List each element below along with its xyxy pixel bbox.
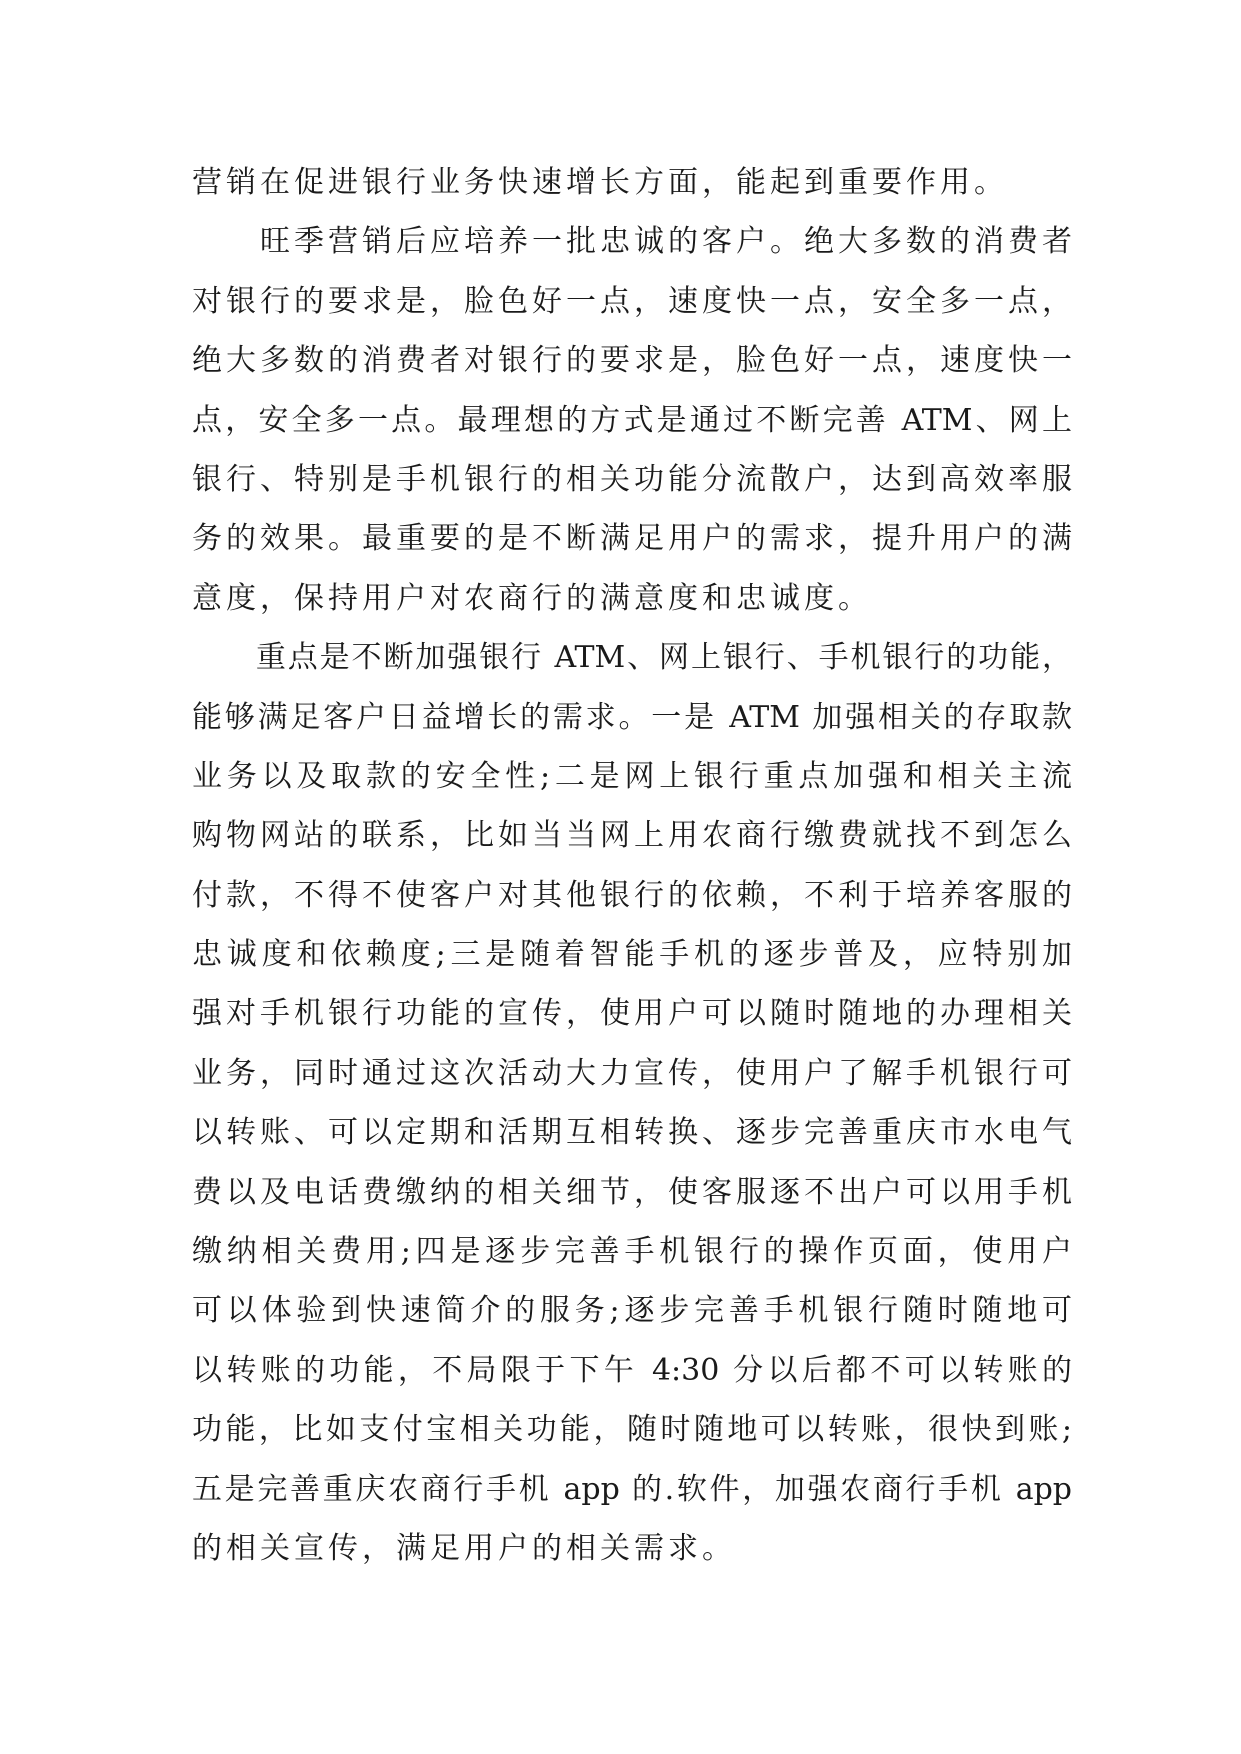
text-line: 业务以及取款的安全性;二是网上银行重点加强和相关主流 xyxy=(192,758,1072,794)
text-line: 功能，比如支付宝相关功能，随时随地可以转账，很快到账; xyxy=(192,1412,1072,1448)
text-line: 营销在促进银行业务快速增长方面，能起到重要作用。 xyxy=(192,165,1008,200)
text-line: 意度，保持用户对农商行的满意度和忠诚度。 xyxy=(192,580,872,616)
text-line: 绝大多数的消费者对银行的要求是，脸色好一点，速度快一 xyxy=(192,343,1072,379)
text-line: 缴纳相关费用;四是逐步完善手机银行的操作页面，使用户 xyxy=(192,1234,1072,1270)
text-line: 费以及电话费缴纳的相关细节，使客服逐不出户可以用手机 xyxy=(192,1174,1072,1210)
text-line: 业务，同时通过这次活动大力宣传，使用户了解手机银行可 xyxy=(192,1055,1072,1091)
text-line: 可以体验到快速简介的服务;逐步完善手机银行随时随地可 xyxy=(192,1293,1072,1329)
text-line: 旺季营销后应培养一批忠诚的客户。绝大多数的消费者 xyxy=(192,224,1072,260)
text-line: 能够满足客户日益增长的需求。一是 ATM 加强相关的存取款 xyxy=(192,699,1072,735)
text-line: 以转账、可以定期和活期互相转换、逐步完善重庆市水电气 xyxy=(192,1115,1072,1151)
text-line: 五是完善重庆农商行手机 app 的.软件，加强农商行手机 app xyxy=(192,1471,1072,1507)
text-line: 以转账的功能，不局限于下午 4:30 分以后都不可以转账的 xyxy=(192,1352,1072,1388)
text-line: 的相关宣传，满足用户的相关需求。 xyxy=(192,1530,736,1566)
text-line: 点，安全多一点。最理想的方式是通过不断完善 ATM、网上 xyxy=(192,402,1072,438)
text-line: 付款，不得不使客户对其他银行的依赖，不利于培养客服的 xyxy=(192,877,1072,913)
body-text xyxy=(192,153,1072,1578)
text-line: 购物网站的联系，比如当当网上用农商行缴费就找不到怎么 xyxy=(192,818,1072,854)
text-line: 强对手机银行功能的宣传，使用户可以随时随地的办理相关 xyxy=(192,996,1072,1032)
text-line: 重点是不断加强银行 ATM、网上银行、手机银行的功能， xyxy=(192,640,1072,676)
text-line: 银行、特别是手机银行的相关功能分流散户，达到高效率服 xyxy=(192,461,1072,497)
text-line: 务的效果。最重要的是不断满足用户的需求，提升用户的满 xyxy=(192,521,1072,557)
text-line: 忠诚度和依赖度;三是随着智能手机的逐步普及，应特别加 xyxy=(192,937,1072,973)
text-line: 对银行的要求是，脸色好一点，速度快一点，安全多一点， xyxy=(192,283,1072,319)
